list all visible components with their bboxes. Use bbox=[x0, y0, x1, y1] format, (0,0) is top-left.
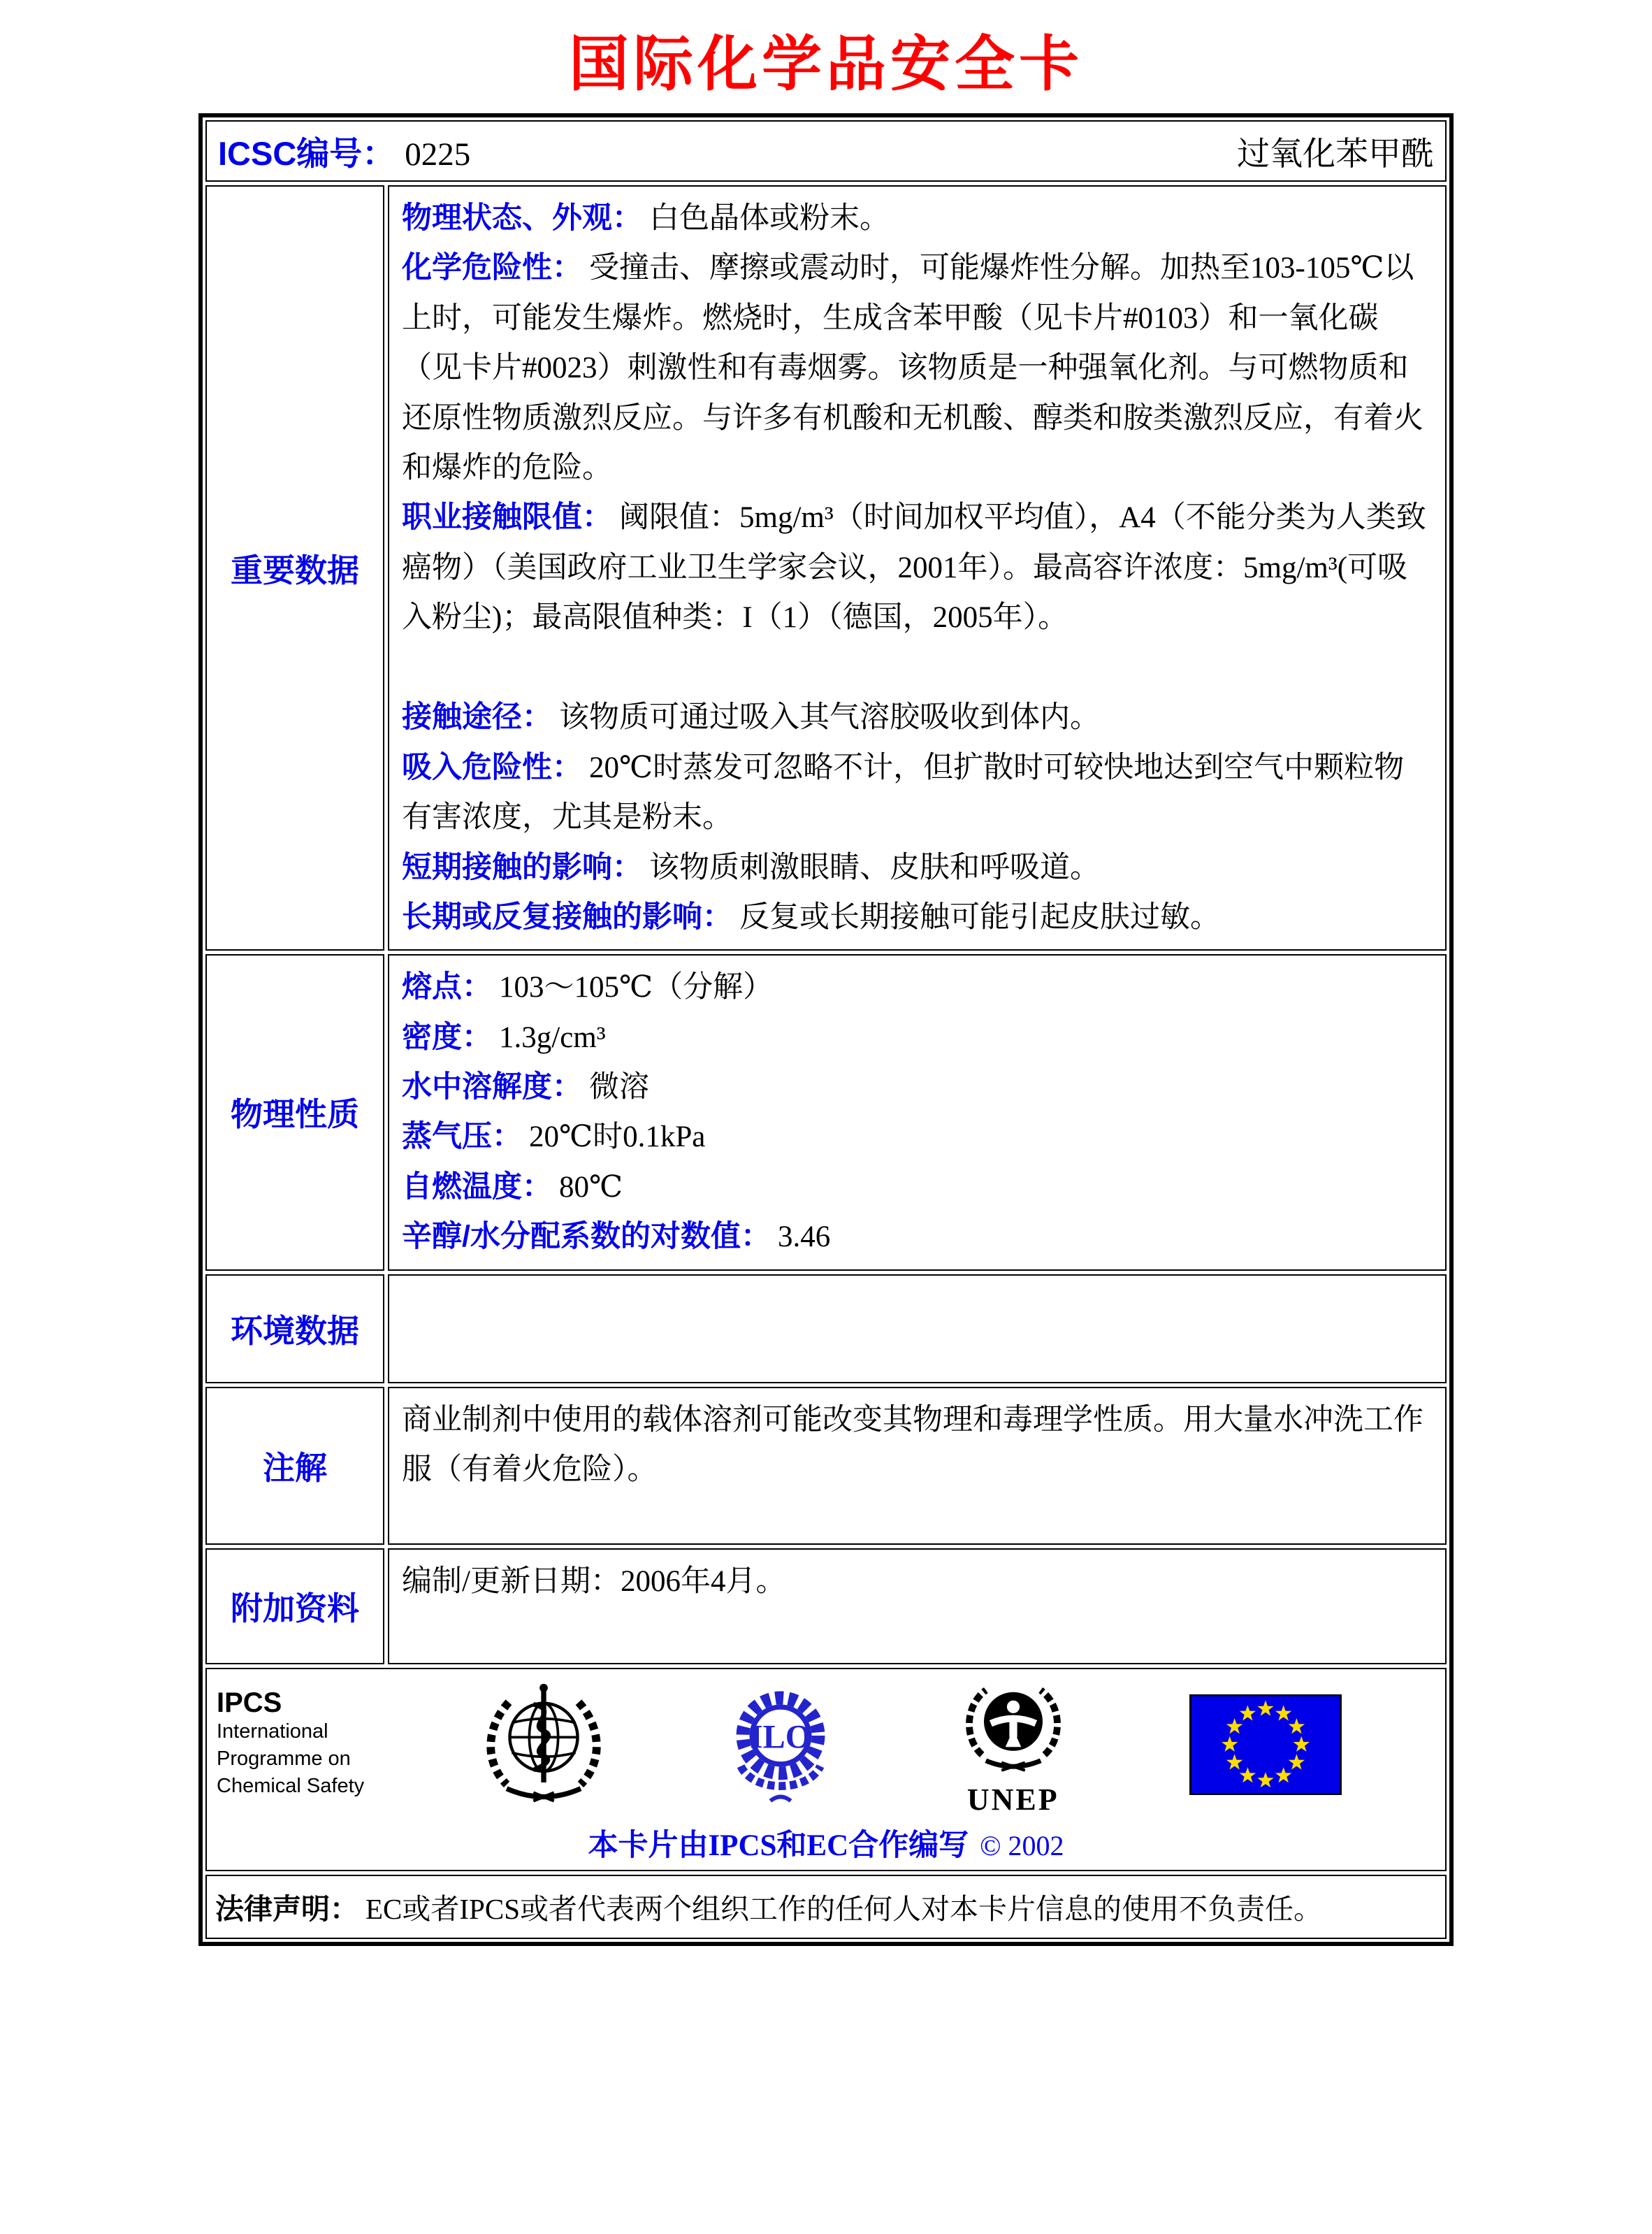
section-label-additional-information: 附加资料 bbox=[205, 1548, 384, 1664]
field-value: 该物质刺激眼睛、皮肤和呼吸道。 bbox=[649, 851, 1100, 884]
field-octanol-water-partition bbox=[402, 1212, 1433, 1262]
legal-row bbox=[205, 1875, 1447, 1939]
section-content-environmental-data bbox=[388, 1274, 1447, 1383]
field-value: 20℃时0.1kPa bbox=[529, 1120, 706, 1154]
eu-flag-icon bbox=[1189, 1694, 1342, 1795]
unep-logo-text: UNEP bbox=[966, 1782, 1059, 1817]
field-short-term-effects bbox=[402, 843, 1433, 893]
copyright-text: © 2002 bbox=[980, 1829, 1064, 1861]
field-autoignition-temperature bbox=[402, 1162, 1433, 1212]
field-value: 该物质可通过吸入其气溶胶吸收到体内。 bbox=[559, 701, 1100, 735]
field-label: 密度： bbox=[402, 1020, 492, 1054]
field-label: 长期或反复接触的影响： bbox=[402, 900, 732, 934]
field-exposure-routes bbox=[402, 693, 1433, 742]
field-long-term-effects bbox=[402, 893, 1433, 942]
icsc-number-group bbox=[218, 128, 470, 175]
field-label: 物理状态、外观： bbox=[402, 201, 642, 235]
notes-text: 商业制剂中使用的载体溶剂可能改变其物理和毒理学性质。用大量水冲洗工作服（有着火危险）。 bbox=[402, 1403, 1423, 1486]
field-melting-point bbox=[402, 963, 1433, 1012]
field-label: 熔点： bbox=[402, 970, 492, 1004]
icsc-number-value: 0225 bbox=[405, 136, 471, 173]
field-label: 水中溶解度： bbox=[402, 1070, 582, 1104]
legal-label: 法律声明： bbox=[215, 1893, 358, 1925]
field-density bbox=[402, 1013, 1433, 1062]
field-label: 职业接触限值： bbox=[402, 500, 612, 535]
section-content-notes bbox=[388, 1387, 1447, 1545]
ipcs-subtitle-line1: International bbox=[217, 1720, 328, 1743]
field-inhalation-risk bbox=[402, 743, 1433, 843]
ipcs-subtitle-line3: Chemical Safety bbox=[217, 1774, 365, 1797]
field-value: 反复或长期接触可能引起皮肤过敏。 bbox=[739, 900, 1220, 934]
field-value: 微溶 bbox=[589, 1071, 649, 1104]
icsc-number-label: ICSC编号： bbox=[218, 134, 396, 172]
field-value: 白色晶体或粉末。 bbox=[649, 202, 890, 235]
field-label: 吸入危险性： bbox=[402, 750, 582, 784]
section-label-physical-properties: 物理性质 bbox=[205, 954, 384, 1270]
ilo-logo-icon bbox=[724, 1685, 837, 1809]
page-title: 国际化学品安全卡 bbox=[569, 29, 1083, 99]
legal-text: EC或者IPCS或者代表两个组织工作的任何人对本卡片信息的使用不负责任。 bbox=[365, 1893, 1322, 1925]
field-vapour-pressure bbox=[402, 1112, 1433, 1162]
section-content-important-data bbox=[388, 185, 1447, 951]
field-value: 受撞击、摩擦或震动时，可能爆炸性分解。加热至103-105℃以上时，可能发生爆炸。燃烧时，生成含苯甲酸（见卡片#0103）和一氧化碳（见卡片#0023）刺激性和有毒烟雾。该物质是一种强氧化剂。与可燃物质和还原性物质激烈反应。与许多有机酸和无机酸、醇类和胺类激烈反应，有着火和爆炸的危险。 bbox=[402, 252, 1423, 484]
field-value: 103～105℃（分解） bbox=[499, 971, 774, 1004]
ipcs-subtitle-line2: Programme on bbox=[217, 1747, 351, 1770]
field-value: 3.46 bbox=[777, 1220, 831, 1254]
field-label: 化学危险性： bbox=[402, 251, 582, 285]
section-content-physical-properties bbox=[388, 954, 1447, 1270]
field-label: 接触途径： bbox=[402, 700, 552, 735]
icsc-card bbox=[198, 113, 1454, 1946]
field-physical-state-appearance bbox=[402, 194, 1433, 243]
section-label-notes: 注解 bbox=[205, 1387, 384, 1545]
section-label-important-data: 重要数据 bbox=[205, 185, 384, 951]
who-logo-icon bbox=[481, 1678, 606, 1817]
credit-line bbox=[212, 1822, 1440, 1864]
field-value: 20℃时蒸发可忽略不计，但扩散时可较快地达到空气中颗粒物有害浓度，尤其是粉末。 bbox=[402, 751, 1405, 835]
field-label: 自燃温度： bbox=[402, 1169, 552, 1204]
update-date-text: 编制/更新日期：2006年4月。 bbox=[402, 1564, 786, 1598]
section-label-environmental-data: 环境数据 bbox=[205, 1274, 384, 1383]
unep-logo-icon bbox=[955, 1676, 1072, 1782]
header-row bbox=[205, 120, 1447, 182]
unep-block bbox=[955, 1676, 1072, 1817]
field-chemical-hazard bbox=[402, 243, 1433, 493]
field-occupational-exposure-limits bbox=[402, 493, 1433, 642]
field-water-solubility bbox=[402, 1062, 1433, 1112]
ipcs-block bbox=[217, 1676, 364, 1800]
credit-text: 本卡片由IPCS和EC合作编写 bbox=[588, 1829, 969, 1862]
ipcs-title: IPCS bbox=[217, 1687, 282, 1718]
section-content-additional-information bbox=[388, 1548, 1447, 1664]
field-label: 短期接触的影响： bbox=[402, 850, 642, 884]
field-value: 80℃ bbox=[559, 1170, 623, 1204]
ilo-logo-text: ILO bbox=[749, 1717, 811, 1755]
chemical-name: 过氧化苯甲酰 bbox=[1237, 136, 1434, 173]
organizations-row bbox=[205, 1668, 1447, 1871]
field-label: 辛醇/水分配系数的对数值： bbox=[402, 1220, 771, 1254]
field-value: 1.3g/cm³ bbox=[499, 1021, 606, 1054]
field-value: 阈限值：5mg/m³（时间加权平均值），A4（不能分类为人类致癌物）（美国政府工业卫生学家会议，2001年）。最高容许浓度：5mg/m³(可吸入粉尘)；最高限值种类：I（1）（德国，2005年）。 bbox=[402, 501, 1426, 634]
field-label: 蒸气压： bbox=[402, 1120, 522, 1154]
